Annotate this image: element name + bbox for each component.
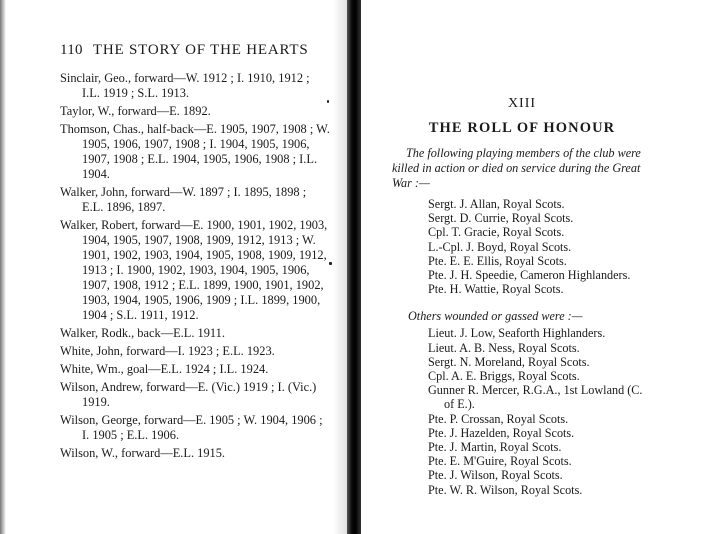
- book-gutter: [347, 0, 361, 534]
- left-page: [60, 42, 330, 464]
- list-item: Lieut. A. B. Ness, Royal Scots.: [428, 340, 580, 355]
- running-head: [60, 42, 330, 59]
- intro-paragraph: The following playing members of the club were killed in action or died on service during the Great War :—: [392, 146, 641, 190]
- list-item: Lieut. J. Low, Seaforth Highlanders.: [428, 326, 606, 341]
- right-page: [392, 96, 652, 497]
- list-item: L.-Cpl. J. Boyd, Royal Scots.: [428, 239, 572, 254]
- page-number: 110: [60, 42, 83, 58]
- list-item: Pte. W. R. Wilson, Royal Scots.: [428, 482, 583, 497]
- player-entry: Wilson, W., forward—E.L. 1915.: [60, 446, 226, 460]
- player-entry: White, John, forward—I. 1923 ; E.L. 1923.: [60, 344, 275, 358]
- list-item: Pte. E. M'Guire, Royal Scots.: [428, 454, 572, 469]
- list-item: Sergt. J. Allan, Royal Scots.: [428, 197, 565, 211]
- page-edge-shadow: [0, 0, 6, 534]
- list-item: Sergt. N. Moreland, Royal Scots.: [428, 354, 590, 369]
- player-entry: White, Wm., goal—E.L. 1924 ; I.L. 1924.: [60, 362, 269, 376]
- list-item: Pte. P. Crossan, Royal Scots.: [428, 411, 569, 426]
- wounded-list: [392, 326, 652, 496]
- list-item: Pte. H. Wattie, Royal Scots.: [428, 282, 564, 297]
- player-entry: Wilson, George, forward—E. 1905 ; W. 1904, 1906 ; I. 1905 ; E.L. 1906.: [60, 413, 323, 442]
- list-item: Pte. J. Hazelden, Royal Scots.: [428, 425, 575, 440]
- chapter-title: THE ROLL OF HONOUR: [428, 120, 616, 136]
- list-item: Gunner R. Mercer, R.G.A., 1st Lowland (C. of E.).: [428, 383, 643, 412]
- list-item: Sergt. D. Currie, Royal Scots.: [428, 211, 574, 226]
- killed-list: [392, 197, 652, 296]
- list-item: Pte. J. H. Speedie, Cameron Highlanders.: [428, 268, 631, 283]
- player-entry: Thomson, Chas., half-back—E. 1905, 1907, 1908 ; W. 1905, 1906, 1907, 1908 ; I. 1904, 1905, 1906, 1907, 1908 ; E.L. 1904, 1905, 1906, 1908 ; I.L. 1904.: [60, 122, 330, 181]
- list-item: Cpl. A. E. Briggs, Royal Scots.: [428, 369, 580, 384]
- player-entry: Walker, John, forward—W. 1897 ; I. 1895, 1898 ; E.L. 1896, 1897.: [60, 185, 307, 214]
- wounded-heading: Others wounded or gassed were :—: [408, 309, 583, 324]
- player-entry: Walker, Rodk., back—E.L. 1911.: [60, 326, 225, 340]
- running-head-title: THE STORY OF THE HEARTS: [92, 42, 309, 58]
- list-item: Pte. J. Martin, Royal Scots.: [428, 440, 562, 455]
- player-entry: Walker, Robert, forward—E. 1900, 1901, 1902, 1903, 1904, 1905, 1907, 1908, 1909, 1912, 1913 ; W. 1901, 1902, 1903, 1904, 1905, 1908, 1909, 1912, 1913 ; I. 1900, 1902, 1903, 1904, 1905, 1906, 1907, 1908, 1912 ; E.L. 1899, 1900, 1901, 1902, 1903, 1904, 1905, 1906, 1909 ; I.L. 1899, 1900, 1904 ; S.L. 1911, 1912.: [60, 218, 328, 322]
- chapter-number: XIII: [507, 96, 537, 111]
- player-entry: Taylor, W., forward—E. 1892.: [60, 104, 211, 118]
- player-entry: Sinclair, Geo., forward—W. 1912 ; I. 1910, 1912 ; I.L. 1919 ; S.L. 1913.: [60, 71, 310, 100]
- list-item: Cpl. T. Gracie, Royal Scots.: [428, 225, 565, 240]
- player-entry: Wilson, Andrew, forward—E. (Vic.) 1919 ; I. (Vic.) 1919.: [60, 380, 317, 409]
- gutter-shadow: [333, 0, 347, 534]
- list-item: Pte. E. E. Ellis, Royal Scots.: [428, 253, 567, 268]
- player-entries: [60, 71, 330, 461]
- list-item: Pte. J. Wilson, Royal Scots.: [428, 468, 563, 483]
